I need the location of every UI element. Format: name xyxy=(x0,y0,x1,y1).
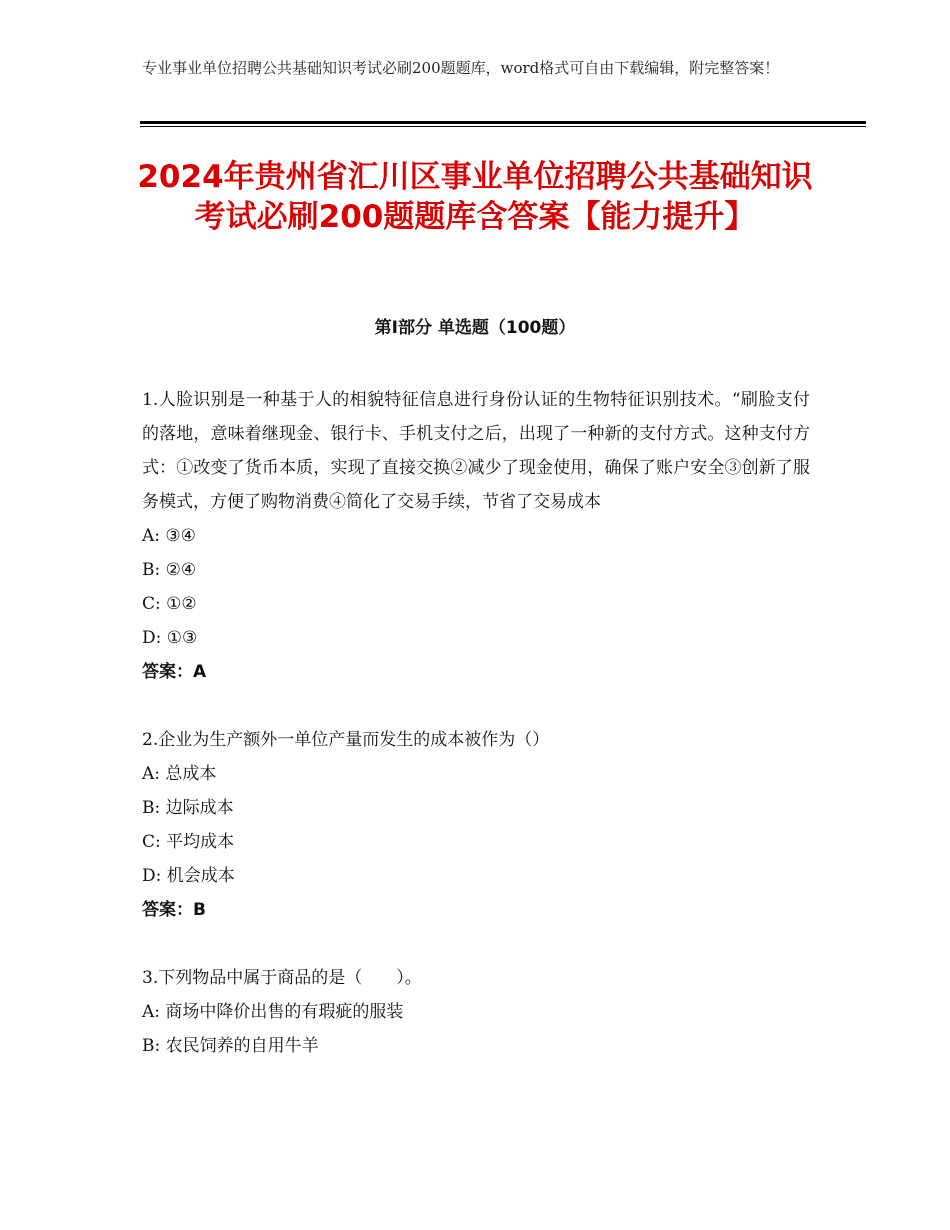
option-d: D: ①③ xyxy=(142,628,198,648)
header-rule-thin xyxy=(140,126,866,127)
option-d: D: 机会成本 xyxy=(142,866,235,886)
option-a: A: ③④ xyxy=(142,526,196,546)
option-c: C: ①② xyxy=(142,594,197,614)
question-2 xyxy=(142,723,810,927)
header-note: 专业事业单位招聘公共基础知识考试必刷200题题库，word格式可自由下载编辑，附完整答案！ xyxy=(142,59,780,77)
header-rule-thick xyxy=(140,121,866,124)
option-a: A: 总成本 xyxy=(142,764,217,784)
option-b: B: 农民饲养的自用牛羊 xyxy=(142,1036,319,1056)
option-b: B: ②④ xyxy=(142,560,197,580)
section-title: 第Ⅰ部分 单选题（100题） xyxy=(374,318,576,338)
document-title: 2024年贵州省汇川区事业单位招聘公共基础知识考试必刷200题题库含答案【能力提升】 xyxy=(137,159,813,235)
option-b: B: 边际成本 xyxy=(142,798,234,818)
answer: 答案：A xyxy=(142,662,207,682)
question-3 xyxy=(142,961,810,1063)
question-stem: 1.人脸识别是一种基于人的相貌特征信息进行身份认证的生物特征识别技术。“刷脸支付的落地，意味着继现金、银行卡、手机支付之后，出现了一种新的支付方式。这种支付方式：①改变了货币本质，实现了直接交换②减少了现金使用，确保了账户安全③创新了服务模式，方便了购物消费④简化了交易手续，节省了交易成本 xyxy=(142,390,810,512)
answer: 答案：B xyxy=(142,900,206,920)
question-stem: 3.下列物品中属于商品的是（ ）。 xyxy=(142,968,422,988)
question-1 xyxy=(142,383,810,689)
option-a: A: 商场中降价出售的有瑕疵的服装 xyxy=(142,1002,404,1022)
question-stem: 2.企业为生产额外一单位产量而发生的成本被作为（） xyxy=(142,730,550,750)
question-list xyxy=(142,383,810,1097)
option-c: C: 平均成本 xyxy=(142,832,235,852)
